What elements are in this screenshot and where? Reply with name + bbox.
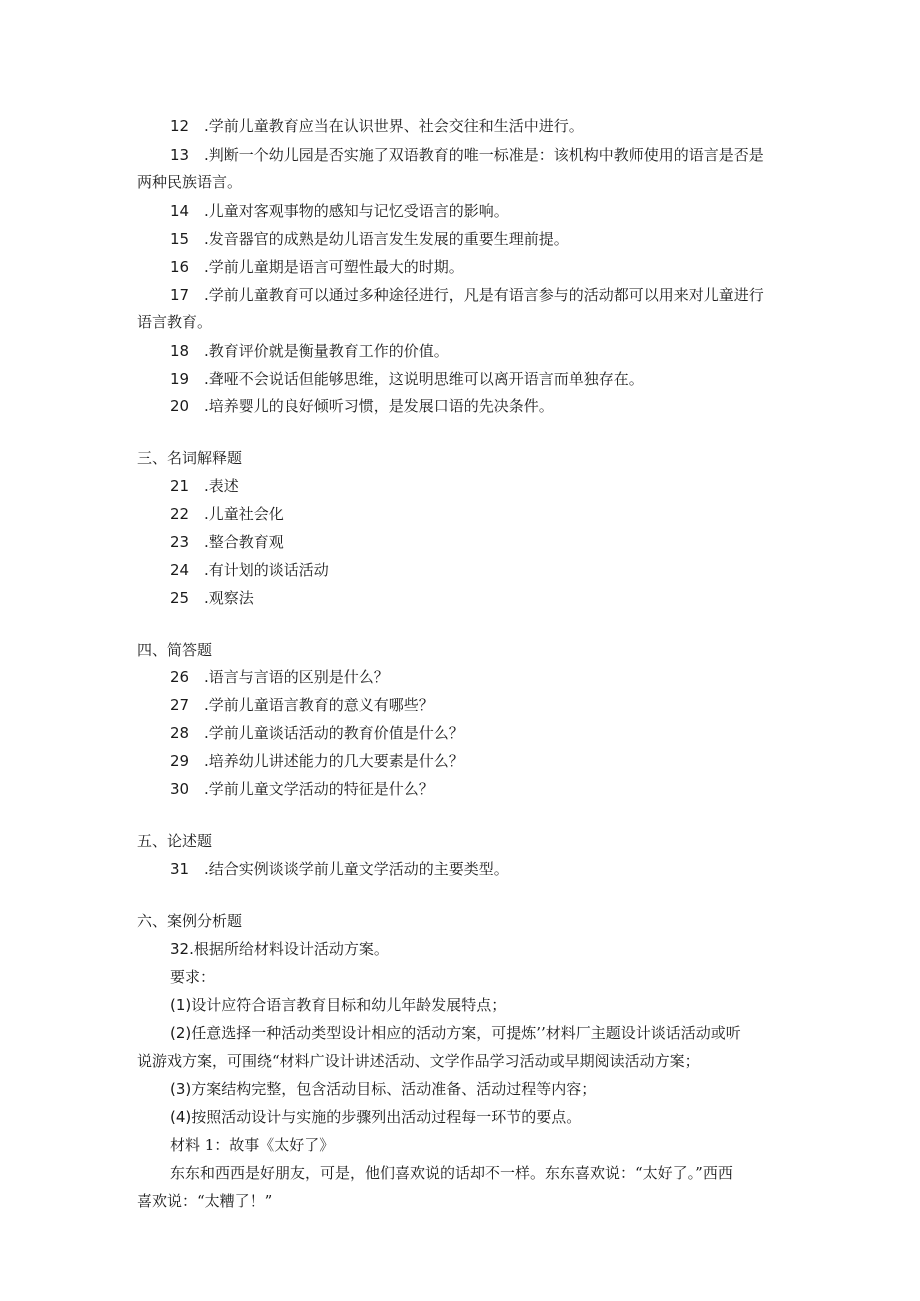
question-text: .教育评价就是衡量教育工作的价值。 <box>204 342 449 360</box>
requirement-3 <box>170 1079 596 1099</box>
question-text: .学前儿童教育应当在认识世界、社会交往和生活中进行。 <box>204 117 584 135</box>
requirement-text: 方案结构完整，包含活动目标、活动准备、活动过程等内容； <box>191 1080 597 1098</box>
question-25 <box>170 588 254 608</box>
question-number: 24 <box>170 561 190 579</box>
question-29 <box>170 751 464 771</box>
question-15 <box>170 229 569 249</box>
question-12 <box>170 116 584 136</box>
question-text: .聋哑不会说话但能够思维，这说明思维可以离开语言而单独存在。 <box>204 370 644 388</box>
question-text: .根据所给材料设计活动方案。 <box>189 940 389 958</box>
question-23 <box>170 532 284 552</box>
requirement-text: 设计应符合语言教育目标和幼儿年龄发展特点； <box>191 996 507 1014</box>
question-number: 19 <box>170 370 190 388</box>
question-text: .儿童对客观事物的感知与记忆受语言的影响。 <box>204 202 509 220</box>
requirement-number: (4) <box>170 1108 192 1126</box>
question-19 <box>170 369 644 389</box>
question-text: .学前儿童文学活动的特征是什么？ <box>204 780 434 798</box>
question-number: 18 <box>170 342 190 360</box>
question-number: 16 <box>170 258 190 276</box>
question-30 <box>170 779 434 799</box>
material-title: 材料 1：故事《太好了》 <box>170 1136 335 1154</box>
question-text: .培养婴儿的良好倾听习惯，是发展口语的先决条件。 <box>204 397 554 415</box>
question-21 <box>170 476 239 496</box>
requirement-1 <box>170 995 506 1015</box>
question-text: .学前儿童教育可以通过多种途径进行，凡是有语言参与的活动都可以用来对儿童进行 <box>204 286 764 304</box>
question-24 <box>170 560 329 580</box>
question-number: 29 <box>170 752 190 770</box>
requirement-text: 按照活动设计与实施的步骤列出活动过程每一环节的要点。 <box>191 1108 582 1126</box>
question-number: 27 <box>170 696 190 714</box>
question-32 <box>170 939 389 959</box>
question-number: 13 <box>170 146 190 164</box>
question-number: 14 <box>170 202 190 220</box>
requirement-2 <box>170 1023 741 1043</box>
question-number: 23 <box>170 533 190 551</box>
question-text: .培养幼儿讲述能力的几大要素是什么？ <box>204 752 464 770</box>
question-number: 21 <box>170 477 190 495</box>
question-14 <box>170 201 509 221</box>
question-number: 25 <box>170 589 190 607</box>
question-number: 26 <box>170 668 190 686</box>
question-13-continuation: 两种民族语言。 <box>137 173 243 191</box>
requirement-2-continuation: 说游戏方案，可围绕“材料广设计讲述活动、文学作品学习活动或早期阅读活动方案； <box>137 1052 700 1070</box>
question-number: 32 <box>170 940 190 958</box>
question-17 <box>170 285 764 305</box>
question-number: 17 <box>170 286 190 304</box>
material-paragraph: 东东和西西是好朋友，可是，他们喜欢说的话却不一样。东东喜欢说：“太好了。”西西 <box>170 1164 733 1182</box>
section-heading-3: 三、名词解释题 <box>137 449 243 467</box>
question-number: 15 <box>170 230 190 248</box>
question-number: 30 <box>170 780 190 798</box>
requirement-number: (3) <box>170 1080 192 1098</box>
question-13 <box>170 145 764 165</box>
question-number: 28 <box>170 724 190 742</box>
question-text: .整合教育观 <box>204 533 284 551</box>
question-number: 12 <box>170 117 190 135</box>
question-number: 20 <box>170 397 190 415</box>
question-28 <box>170 723 464 743</box>
requirement-text: 任意选择一种活动类型设计相应的活动方案，可提炼’’材料厂主题设计谈话活动或听 <box>191 1024 741 1042</box>
question-27 <box>170 695 434 715</box>
requirement-4 <box>170 1107 581 1127</box>
question-18 <box>170 341 449 361</box>
section-heading-5: 五、论述题 <box>137 832 213 850</box>
requirements-label: 要求： <box>170 968 216 986</box>
question-text: .发音器官的成熟是幼儿语言发生发展的重要生理前提。 <box>204 230 569 248</box>
section-heading-6: 六、案例分析题 <box>137 912 243 930</box>
question-text: .学前儿童期是语言可塑性最大的时期。 <box>204 258 464 276</box>
question-text: .语言与言语的区别是什么？ <box>204 668 389 686</box>
requirement-number: (2) <box>170 1024 192 1042</box>
question-16 <box>170 257 464 277</box>
material-paragraph-continuation: 喜欢说：“太糟了！” <box>137 1192 273 1210</box>
question-26 <box>170 667 389 687</box>
question-text: .儿童社会化 <box>204 505 284 523</box>
question-text: .观察法 <box>204 589 254 607</box>
section-heading-4: 四、简答题 <box>137 641 213 659</box>
question-number: 31 <box>170 860 190 878</box>
question-text: .结合实例谈谈学前儿童文学活动的主要类型。 <box>204 860 509 878</box>
question-20 <box>170 396 554 416</box>
question-text: .学前儿童语言教育的意义有哪些？ <box>204 696 434 714</box>
question-text: .有计划的谈话活动 <box>204 561 329 579</box>
question-text: .判断一个幼儿园是否实施了双语教育的唯一标准是：该机构中教师使用的语言是否是 <box>204 146 764 164</box>
question-17-continuation: 语言教育。 <box>137 313 213 331</box>
question-text: .学前儿童谈话活动的教育价值是什么？ <box>204 724 464 742</box>
question-22 <box>170 504 284 524</box>
requirement-number: (1) <box>170 996 192 1014</box>
question-number: 22 <box>170 505 190 523</box>
question-31 <box>170 859 509 879</box>
question-text: .表述 <box>204 477 239 495</box>
